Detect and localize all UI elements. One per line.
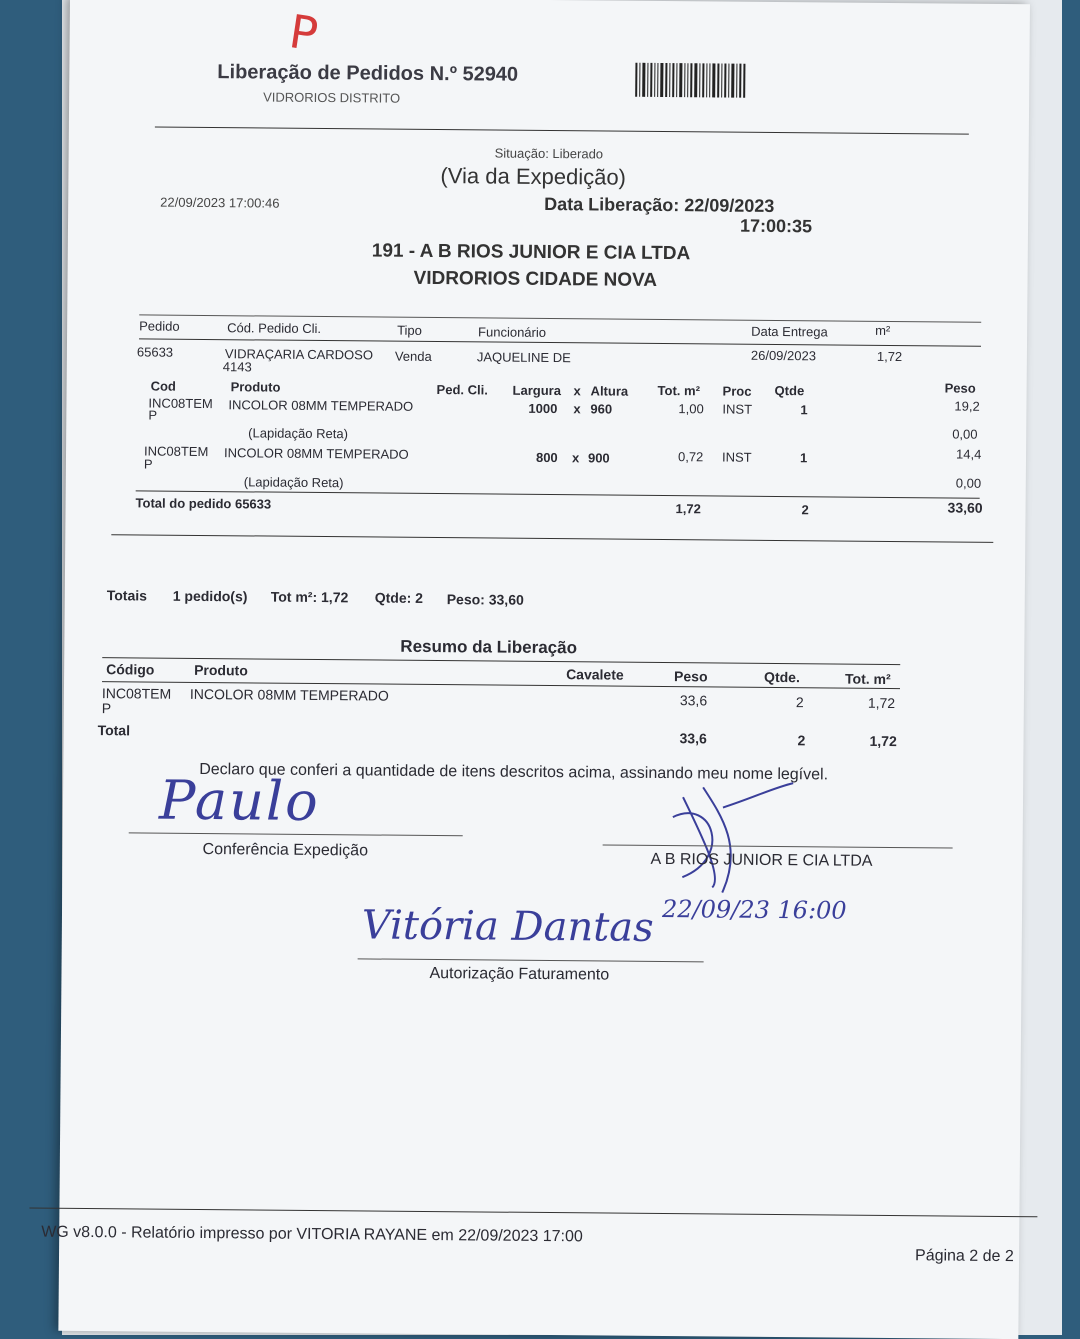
- order-customer: VIDRAÇARIA CARDOSO: [224, 346, 374, 363]
- item-1-qtde: 1: [800, 402, 808, 418]
- declaration-text: Declaro que conferi a quantidade de itens descritos acima, assinando meu nome legível.: [199, 760, 829, 784]
- order-number: 65633: [136, 344, 174, 360]
- resumo-row-produto: INCOLOR 08MM TEMPERADO: [189, 685, 389, 704]
- client-signature-scribble: [662, 777, 803, 898]
- item-2-altura: 900: [587, 450, 610, 466]
- col-ped-cli: Ped. Cli.: [436, 382, 488, 398]
- resumo-col-tot-m2: Tot. m²: [845, 670, 891, 687]
- totais-label: Totais: [106, 587, 148, 604]
- totais-pedidos: 1 pedido(s): [172, 587, 248, 605]
- item-1-cod-cont: P: [148, 407, 158, 423]
- item-1-process: (Lapidação Reta): [248, 425, 349, 442]
- conferencia-label: Conferência Expedição: [202, 841, 369, 860]
- item-1-proc: INST: [722, 401, 753, 417]
- col-cod-pedido: Cód. Pedido Cli.: [227, 320, 322, 337]
- item-1-tot-m2: 1,00: [678, 401, 704, 417]
- col-pedido: Pedido: [139, 318, 180, 334]
- print-datetime: 22/09/2023 17:00:46: [160, 194, 280, 211]
- footer-rule: [29, 1208, 1037, 1218]
- resumo-col-produto: Produto: [194, 661, 248, 679]
- resumo-title: Resumo da Liberação: [400, 636, 578, 658]
- item-1-altura: 960: [590, 401, 613, 417]
- col-produto: Produto: [230, 379, 281, 395]
- col-m2: m²: [875, 322, 891, 338]
- order-total-qtde: 2: [801, 502, 809, 518]
- item-2-process-peso: 0,00: [955, 475, 982, 491]
- col-largura: Largura: [512, 382, 562, 399]
- footer-printed-by: WG v8.0.0 - Relatório impresso por VITORIA RAYANE em 22/09/2023 17:00: [41, 1223, 583, 1246]
- item-2-cod-cont: P: [143, 456, 153, 472]
- item-2-x: x: [571, 450, 580, 466]
- resumo-total-peso: 33,6: [679, 730, 707, 747]
- order-header-rule: [139, 338, 981, 346]
- resumo-total-label: Total: [97, 722, 131, 739]
- col-tot-m2: Tot. m²: [657, 382, 701, 399]
- item-2-proc: INST: [721, 449, 752, 465]
- item-2-tot-m2: 0,72: [677, 449, 704, 465]
- item-2-qtde: 1: [799, 450, 808, 466]
- footer-page-number: Página 2 de 2: [914, 1247, 1014, 1266]
- item-2-produto: INCOLOR 08MM TEMPERADO: [223, 445, 409, 462]
- resumo-total-qtde: 2: [797, 732, 806, 749]
- order-employee: JAQUELINE DE: [476, 349, 571, 366]
- item-1-peso: 19,2: [954, 398, 980, 414]
- col-data-entrega: Data Entrega: [751, 323, 828, 340]
- document-title: Liberação de Pedidos N.º 52940: [217, 61, 519, 86]
- col-altura: Altura: [590, 383, 629, 399]
- item-2-peso: 14,4: [955, 446, 982, 462]
- release-time: 17:00:35: [739, 215, 813, 237]
- client-name: 191 - A B RIOS JUNIOR E CIA LTDA: [371, 240, 691, 265]
- barcode: [635, 63, 747, 98]
- col-proc: Proc: [722, 383, 752, 399]
- release-date: Data Liberação: 22/09/2023: [544, 193, 775, 216]
- conferencia-signature: Paulo: [158, 768, 320, 834]
- totais-qtde: Qtde: 2: [374, 589, 424, 606]
- copy-type: (Via da Expedição): [440, 163, 627, 190]
- col-peso: Peso: [944, 380, 976, 396]
- branch-name: VIDRORIOS DISTRITO: [263, 89, 401, 106]
- resumo-col-qtde: Qtde.: [764, 668, 800, 686]
- resumo-row-tot-m2: 1,72: [867, 694, 896, 712]
- order-customer-cont: 4143: [222, 359, 252, 375]
- item-1-produto: INCOLOR 08MM TEMPERADO: [228, 397, 414, 414]
- item-2-cod: INC08TEM: [143, 443, 209, 460]
- item-1-process-peso: 0,00: [952, 426, 978, 442]
- resumo-col-peso: Peso: [674, 668, 708, 685]
- resumo-col-codigo: Código: [106, 661, 155, 678]
- col-qtde: Qtde: [774, 382, 805, 399]
- autorizacao-label: Autorização Faturamento: [429, 964, 610, 984]
- autorizacao-signature: Vitória Dantas: [361, 902, 654, 951]
- order-type: Venda: [394, 348, 432, 364]
- col-tipo: Tipo: [397, 322, 422, 338]
- col-x: x: [573, 383, 581, 399]
- totais-m2: Tot m²: 1,72: [270, 588, 349, 606]
- order-total-label: Total do pedido 65633: [135, 495, 272, 512]
- handwritten-date: 22/09/23 16:00: [661, 895, 847, 925]
- client-sign-label: A B RIOS JUNIOR E CIA LTDA: [650, 850, 873, 870]
- item-1-x: x: [573, 401, 581, 417]
- conferencia-sign-line: [129, 832, 463, 836]
- resumo-row-codigo: INC08TEM: [101, 685, 172, 702]
- totais-peso: Peso: 33,60: [446, 591, 524, 608]
- section-divider: [111, 534, 993, 543]
- resumo-total-tot-m2: 1,72: [869, 732, 897, 750]
- handwritten-mark: P: [285, 4, 322, 62]
- order-m2: 1,72: [876, 348, 903, 365]
- item-1-largura: 1000: [528, 400, 558, 417]
- item-1-cod: INC08TEM: [148, 395, 213, 412]
- order-total-peso: 33,60: [947, 499, 983, 516]
- resumo-col-cavalete: Cavalete: [566, 666, 624, 683]
- document-page: [41, 0, 1030, 1339]
- col-cod: Cod: [150, 378, 176, 394]
- order-total-m2: 1,72: [675, 501, 701, 517]
- status-text: Situação: Liberado: [494, 145, 604, 162]
- item-2-largura: 800: [535, 449, 558, 466]
- resumo-row-codigo-cont: P: [101, 700, 112, 717]
- item-2-process: (Lapidação Reta): [243, 474, 344, 491]
- col-funcionario: Funcionário: [478, 324, 547, 340]
- autorizacao-sign-line: [358, 958, 704, 962]
- order-delivery-date: 26/09/2023: [750, 347, 817, 364]
- resumo-row-peso: 33,6: [679, 692, 708, 709]
- header-divider: [155, 127, 969, 135]
- resumo-row-qtde: 2: [795, 694, 804, 711]
- client-store: VIDRORIOS CIDADE NOVA: [413, 267, 658, 291]
